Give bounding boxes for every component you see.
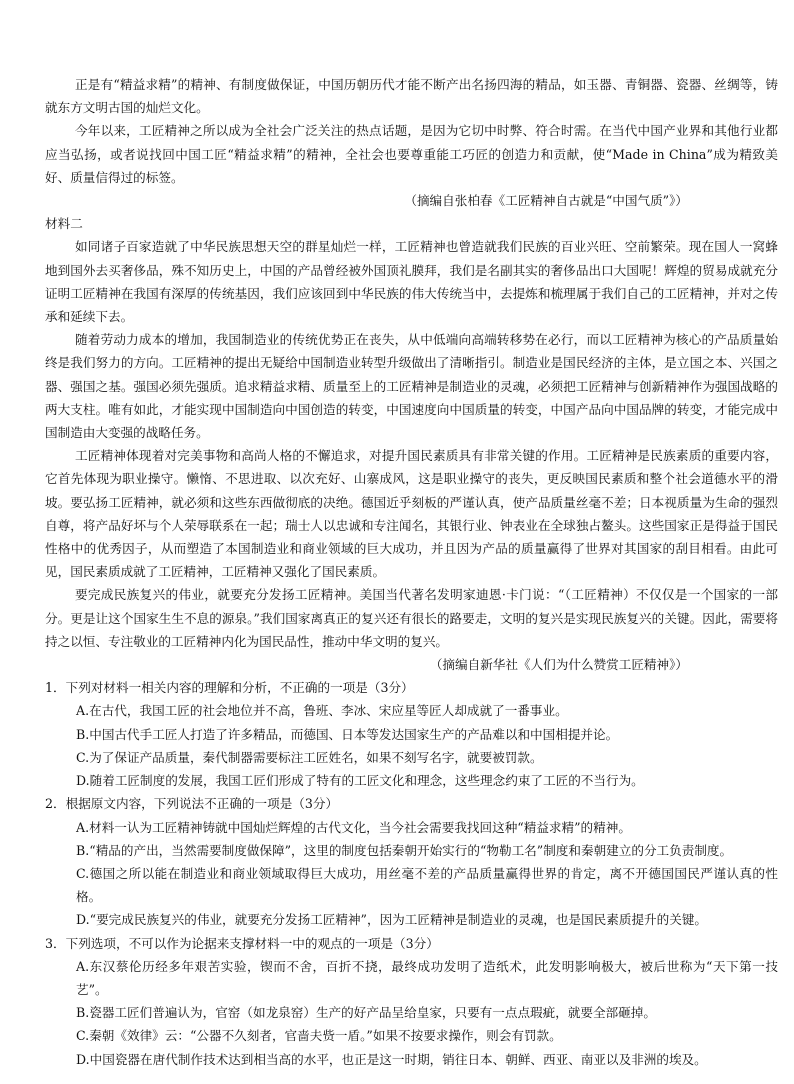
question-option: C.德国之所以能在制造业和商业领域取得巨大成功，用丝毫不差的产品质量赢得世界的肯定，离不开德国国民严谨认真的性格。 — [76, 865, 778, 905]
source-citation: （摘编自张柏春《工匠精神自古就是“中国气质”》） — [404, 193, 688, 209]
document-page — [45, 73, 778, 1071]
paragraph: 如同诸子百家造就了中华民族思想天空的群星灿烂一样，工匠精神也曾造就我们民族的百业兴旺、空前繁荣。现在国人一窝蜂地到国外去买奢侈品，殊不知历史上，中国的产品曾经被外国顶礼膜拜，我们是名副其实的奢侈品出口大国呢！辉煌的贸易成就充分证明工匠精神在我国有深厚的传统基因，我们应该回到中华民族的伟大传统当中，去提炼和梳理属于我们自己的工匠精神，并对之传承和延续下去。 — [45, 239, 778, 325]
question-option: B.中国古代手工匠人打造了许多精品，而德国、日本等发达国家生产的产品难以和中国相提并论。 — [76, 726, 619, 742]
question-option: A.在古代，我国工匠的社会地位并不高，鲁班、李冰、宋应星等匠人却成就了一番事业。 — [76, 703, 568, 719]
paragraph: 工匠精神体现着对完美事物和高尚人格的不懈追求，对提升国民素质具有非常关键的作用。工匠精神是民族素质的重要内容，它首先体现为职业操守。懒惰、不思进取、以次充好、山寨成风，这是职业操守的丧失，更反映国民素质和整个社会道德水平的滑坡。要弘扬工匠精神，就必须和这些东西做彻底的决绝。德国近乎刻板的严谨认真，使产品质量丝毫不差；日本视质量为生命的强烈自尊，将产品好坏与个人荣辱联系在一起；瑞士人以忠诚和专注闻名，其银行业、钟表业在全球独占鳌头。这些国家正是得益于国民性格中的优秀因子，从而塑造了本国制造业和商业领域的巨大成功，并且因为产品的质量赢得了世界对其国家的刮目相看。由此可见，国民素质成就了工匠精神，工匠精神又强化了国民素质。 — [45, 448, 778, 580]
question-option: C.秦朝《效律》云：“公器不久刻者，官啬夫赀一盾。”如果不按要求操作，则会有罚款。 — [76, 1028, 562, 1044]
question-option: B.“精品的产出，当然需要制度做保障”，这里的制度包括秦朝开始实行的“物勒工名”制度和秦朝建立的分工负责制度。 — [76, 842, 733, 858]
question-option: B.瓷器工匠们普遍认为，官窑（如龙泉窑）生产的好产品呈给皇家，只要有一点点瑕疵，就要全部砸掉。 — [76, 1005, 656, 1021]
question-option: D.中国瓷器在唐代制作技术达到相当高的水平，也正是这一时期，销往日本、朝鲜、西亚、南亚以及非洲的埃及。 — [76, 1051, 707, 1067]
question-option: D.随着工匠制度的发展，我国工匠们形成了特有的工匠文化和理念，这些理念约束了工匠的不当行为。 — [76, 773, 644, 789]
question-option: D.“要完成民族复兴的伟业，就要充分发扬工匠精神”，因为工匠精神是制造业的灵魂，也是国民素质提升的关键。 — [76, 912, 708, 928]
question-option: A.东汉蔡伦历经多年艰苦实验，锲而不舍，百折不挠，最终成功发明了造纸术，此发明影响极大，被后世称为“天下第一技艺”。 — [76, 958, 778, 997]
question-stem: 2．根据原文内容，下列说法不正确的一项是（3分） — [45, 796, 339, 812]
paragraph: 今年以来，工匠精神之所以成为全社会广泛关注的热点话题，是因为它切中时弊、符合时需。在当代中国产业界和其他行业都应当弘扬，或者说找回中国工匠“精益求精”的精神，全社会也要尊重能工巧匠的创造力和贡献，使“Made in China”成为精致美好、质量信得过的标签。 — [45, 123, 778, 185]
paragraph: 要完成民族复兴的伟业，就要充分发扬工匠精神。美国当代著名发明家迪恩·卡门说：“（工匠精神）不仅仅是一个国家的一部分。更是让这个国家生生不息的源泉。”我们国家离真正的复兴还有很长的路要走，文明的复兴是实现民族复兴的关键。因此，需要将持之以恒、专注敬业的工匠精神内化为国民品性，推动中华文明的复兴。 — [45, 587, 778, 649]
paragraph: 正是有“精益求精”的精神、有制度做保证，中国历朝历代才能不断产出名扬四海的精品，如玉器、青铜器、瓷器、丝绸等，铸就东方文明古国的灿烂文化。 — [45, 77, 778, 116]
source-citation: （摘编自新华社《人们为什么赞赏工匠精神》） — [429, 657, 688, 673]
section-heading: 材料二 — [45, 216, 83, 232]
question-stem: 3．下列选项，不可以作为论据来支撑材料一中的观点的一项是（3分） — [45, 935, 439, 951]
question-stem: 1．下列对材料一相关内容的理解和分析，不正确的一项是（3分） — [45, 680, 414, 696]
paragraph: 随着劳动力成本的增加，我国制造业的传统优势正在丧失，从中低端向高端转移势在必行，而以工匠精神为核心的产品质量始终是我们努力的方向。工匠精神的提出无疑给中国制造业转型升级做出了清晰指引。制造业是国民经济的主体，是立国之本、兴国之器、强国之基。强国必须先强质。追求精益求精、质量至上的工匠精神是制造业的灵魂，必须把工匠精神与创新精神作为强国战略的两大支柱。唯有如此，才能实现中国制造向中国创造的转变，中国速度向中国质量的转变，中国产品向中国品牌的转变，才能完成中国制造由大变强的战略任务。 — [45, 332, 778, 441]
question-option: A.材料一认为工匠精神铸就中国灿烂辉煌的古代文化，当今社会需要我找回这种“精益求精”的精神。 — [76, 819, 631, 835]
question-option: C.为了保证产品质量，秦代制器需要标注工匠姓名，如果不刻写名字，就要被罚款。 — [76, 749, 543, 765]
